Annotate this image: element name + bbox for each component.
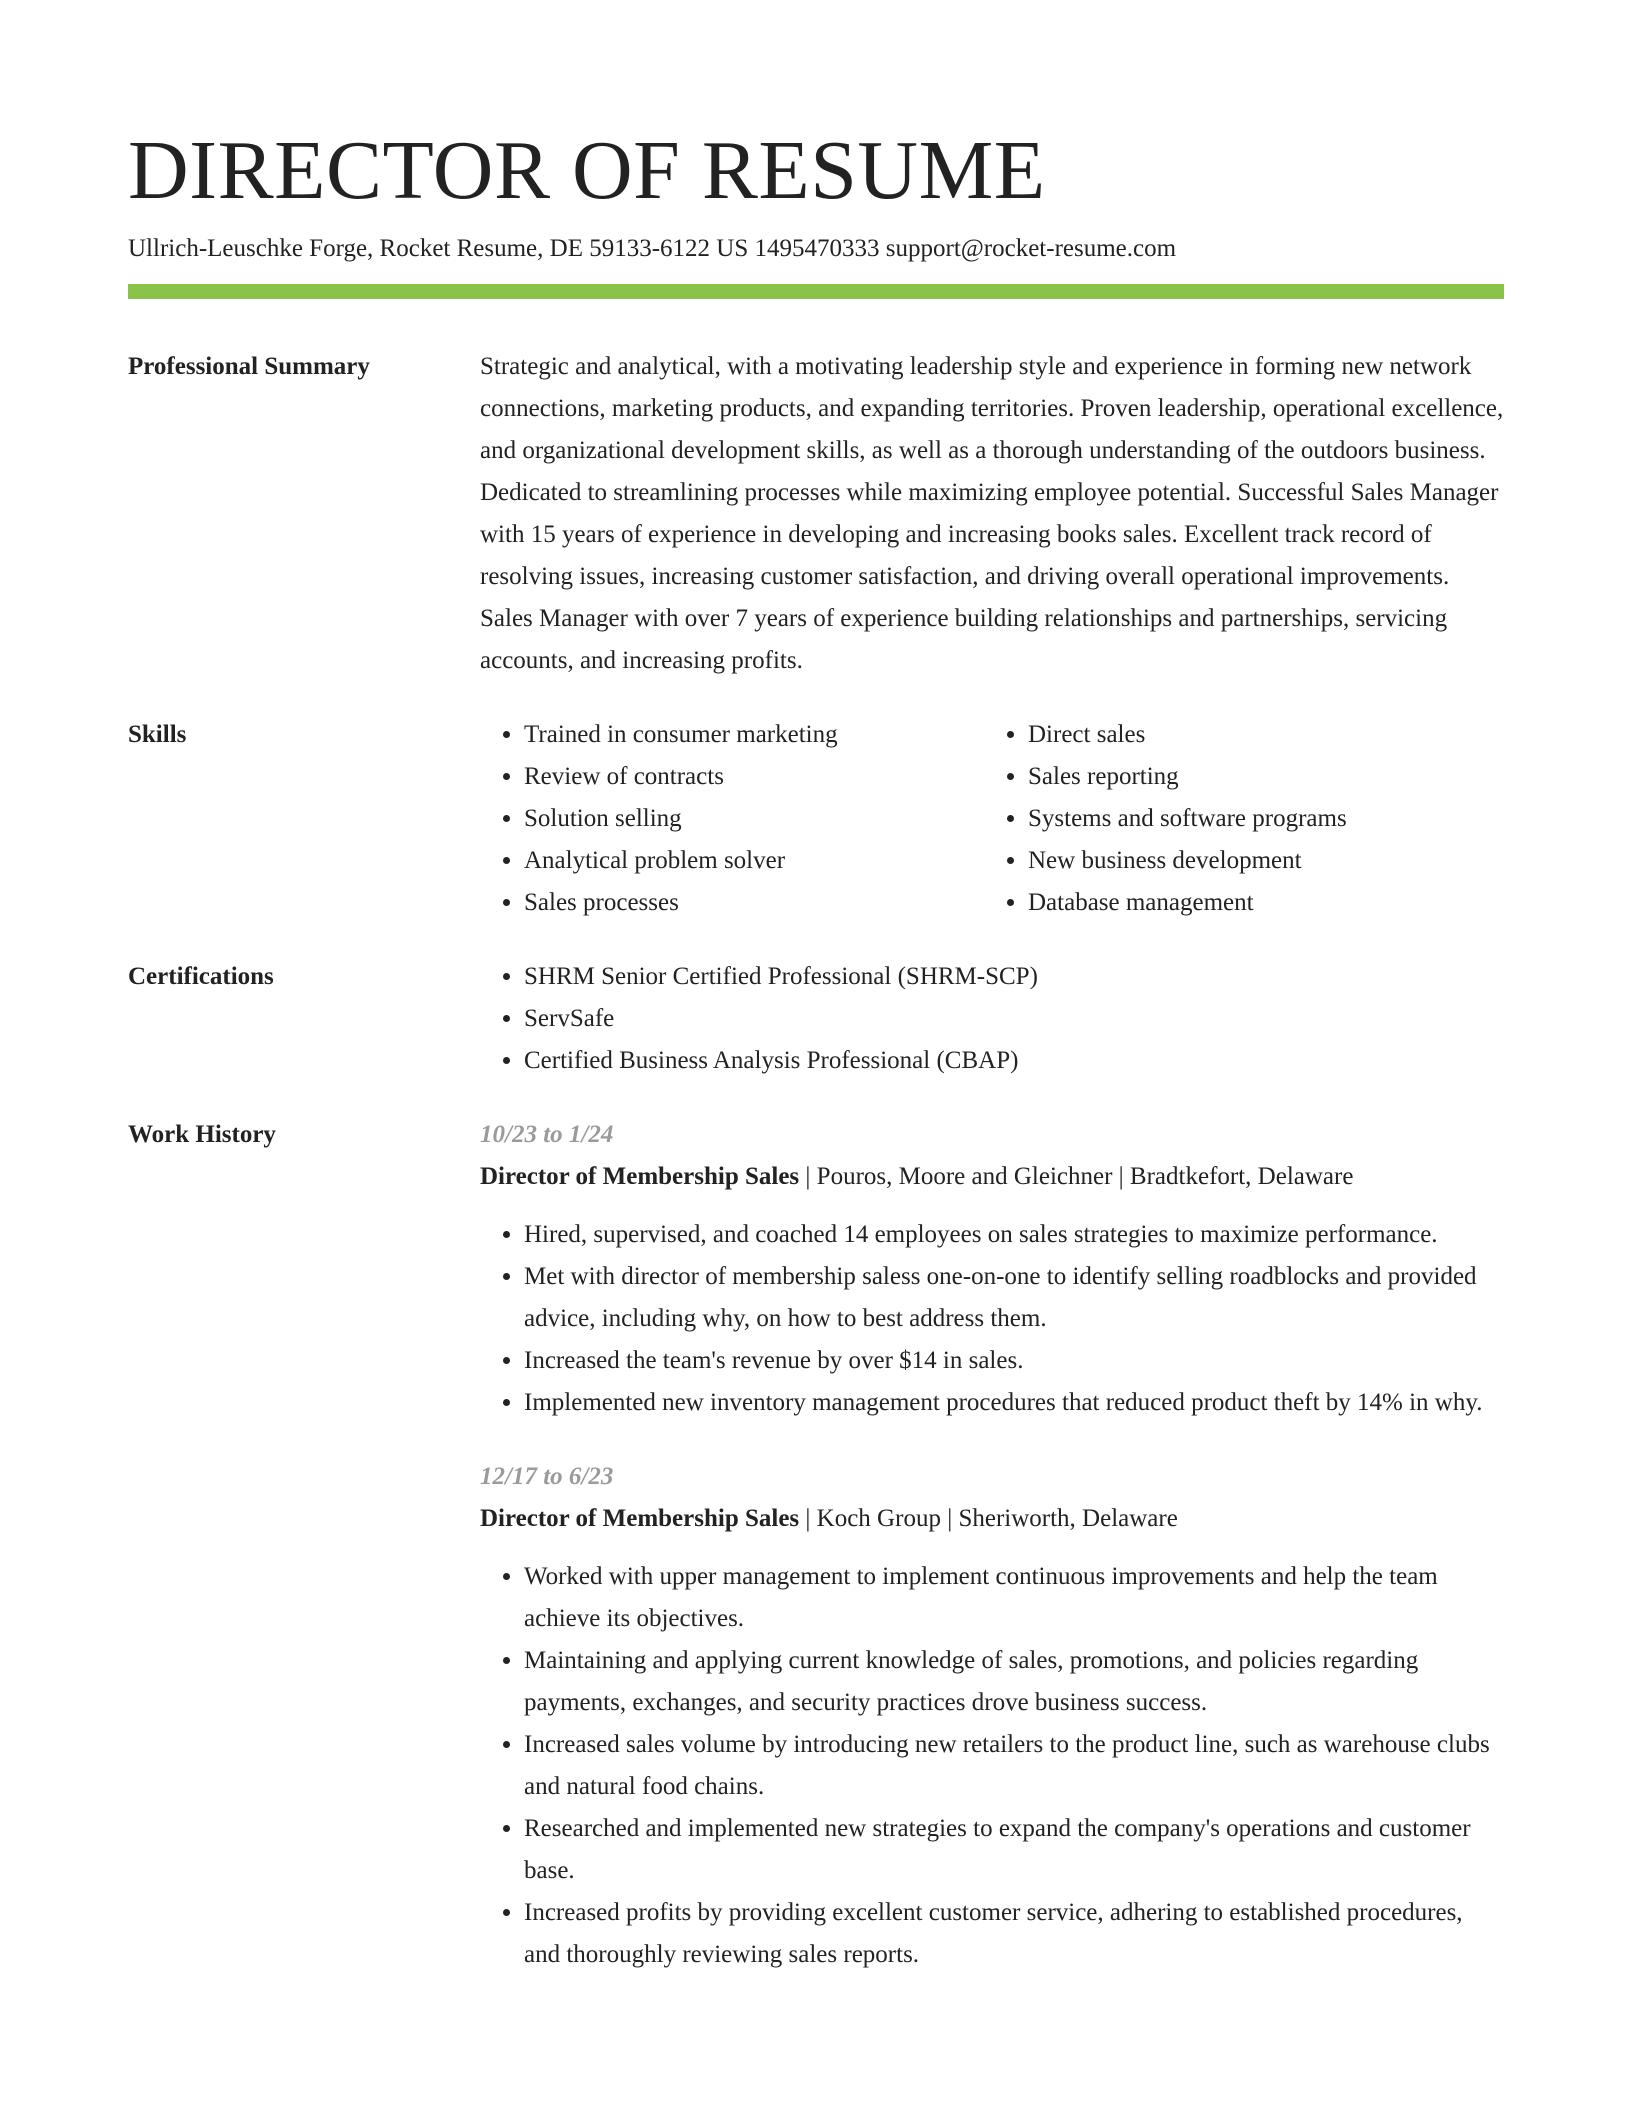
- skill-item: • Review of contracts: [524, 756, 984, 798]
- job-bullet-list: [480, 1556, 1504, 1976]
- skills-column-left: [480, 714, 984, 924]
- contact-address: Ullrich-Leuschke Forge, Rocket Resume, DE 59133-6122 US: [128, 235, 749, 262]
- job-title: Director of Membership Sales: [480, 1163, 800, 1190]
- skill-item: • Database management: [1028, 882, 1488, 924]
- skill-item: • Sales reporting: [1028, 756, 1488, 798]
- job-bullet: • Researched and implemented new strategies to expand the company's operations and customer base.: [524, 1808, 1504, 1892]
- job-dates: 10/23 to 1/24: [480, 1121, 614, 1148]
- job-bullet: • Increased profits by providing excellent customer service, adhering to established procedures, and thoroughly reviewing sales reports.: [524, 1892, 1504, 1976]
- skills-column-right: [984, 714, 1488, 924]
- section-heading-certifications: Certifications: [128, 963, 274, 990]
- skill-item: • Analytical problem solver: [524, 840, 984, 882]
- job-dates: 12/17 to 6/23: [480, 1463, 614, 1490]
- job-bullet: • Implemented new inventory management procedures that reduced product theft by 14% in why.: [524, 1382, 1504, 1424]
- skill-item: • Direct sales: [1028, 714, 1488, 756]
- job-entry: [480, 1114, 1504, 1424]
- job-heading: [480, 1498, 1504, 1540]
- section-heading-work-history: Work History: [128, 1121, 276, 1148]
- skills-section: [128, 714, 1504, 924]
- skill-item: • Trained in consumer marketing: [524, 714, 984, 756]
- skill-item: • Sales processes: [524, 882, 984, 924]
- job-bullet: • Hired, supervised, and coached 14 employees on sales strategies to maximize performance.: [524, 1214, 1504, 1256]
- job-bullet: • Worked with upper management to implement continuous improvements and help the team achieve its objectives.: [524, 1556, 1504, 1640]
- resume-page: [128, 125, 1504, 1976]
- certifications-list: [480, 956, 1504, 1082]
- contact-email: support@rocket-resume.com: [885, 235, 1177, 262]
- skills-list-left: [480, 714, 984, 924]
- certifications-section: [128, 956, 1504, 1082]
- certification-item: • ServSafe: [524, 998, 1504, 1040]
- summary-text: Strategic and analytical, with a motivating leadership style and experience in forming new network connections, marketing products, and expanding territories. Proven leadership, operational excellence, and organizational development skills, as well as a thorough understanding of the outdoors business. Dedicated to streamlining processes while maximizing employee potential. Successful Sales Manager with 15 years of experience in developing and increasing books sales. Excellent track record of resolving issues, increasing customer satisfaction, and driving overall operational improvements. Sales Manager with over 7 years of experience building relationships and partnerships, servicing accounts, and increasing profits.: [480, 353, 1504, 674]
- summary-section: [128, 346, 1504, 682]
- job-bullet: • Increased sales volume by introducing new retailers to the product line, such as warehouse clubs and natural food chains.: [524, 1724, 1504, 1808]
- job-employer-location: | Koch Group | Sheriworth, Delaware: [799, 1505, 1178, 1532]
- job-heading: [480, 1156, 1504, 1198]
- job-entry: [480, 1456, 1504, 1976]
- skills-content: [480, 714, 1504, 924]
- job-bullet: • Maintaining and applying current knowledge of sales, promotions, and policies regarding payments, exchanges, and security practices drove business success.: [524, 1640, 1504, 1724]
- skill-item: • Solution selling: [524, 798, 984, 840]
- certifications-content: [480, 956, 1504, 1082]
- certification-item: • SHRM Senior Certified Professional (SHRM-SCP): [524, 956, 1504, 998]
- work-history-content: [480, 1114, 1504, 1976]
- header-divider: [128, 284, 1504, 299]
- job-bullet: • Increased the team's revenue by over $14 in sales.: [524, 1340, 1504, 1382]
- summary-content: [480, 346, 1504, 682]
- contact-phone: 1495470333: [754, 235, 880, 262]
- section-heading-summary: Professional Summary: [128, 353, 370, 380]
- work-history-section: [128, 1114, 1504, 1976]
- skill-item: • New business development: [1028, 840, 1488, 882]
- job-bullet-list: [480, 1214, 1504, 1424]
- skills-list-right: [984, 714, 1488, 924]
- contact-line: [128, 233, 1504, 265]
- skill-item: • Systems and software programs: [1028, 798, 1488, 840]
- job-employer-location: | Pouros, Moore and Gleichner | Bradtkefort, Delaware: [799, 1163, 1354, 1190]
- candidate-name: DIRECTOR OF RESUME: [128, 124, 1046, 217]
- job-title: Director of Membership Sales: [480, 1505, 800, 1532]
- job-bullet: • Met with director of membership saless one-on-one to identify selling roadblocks and provided advice, including why, on how to best address them.: [524, 1256, 1504, 1340]
- certification-item: • Certified Business Analysis Professional (CBAP): [524, 1040, 1504, 1082]
- section-heading-skills: Skills: [128, 721, 187, 748]
